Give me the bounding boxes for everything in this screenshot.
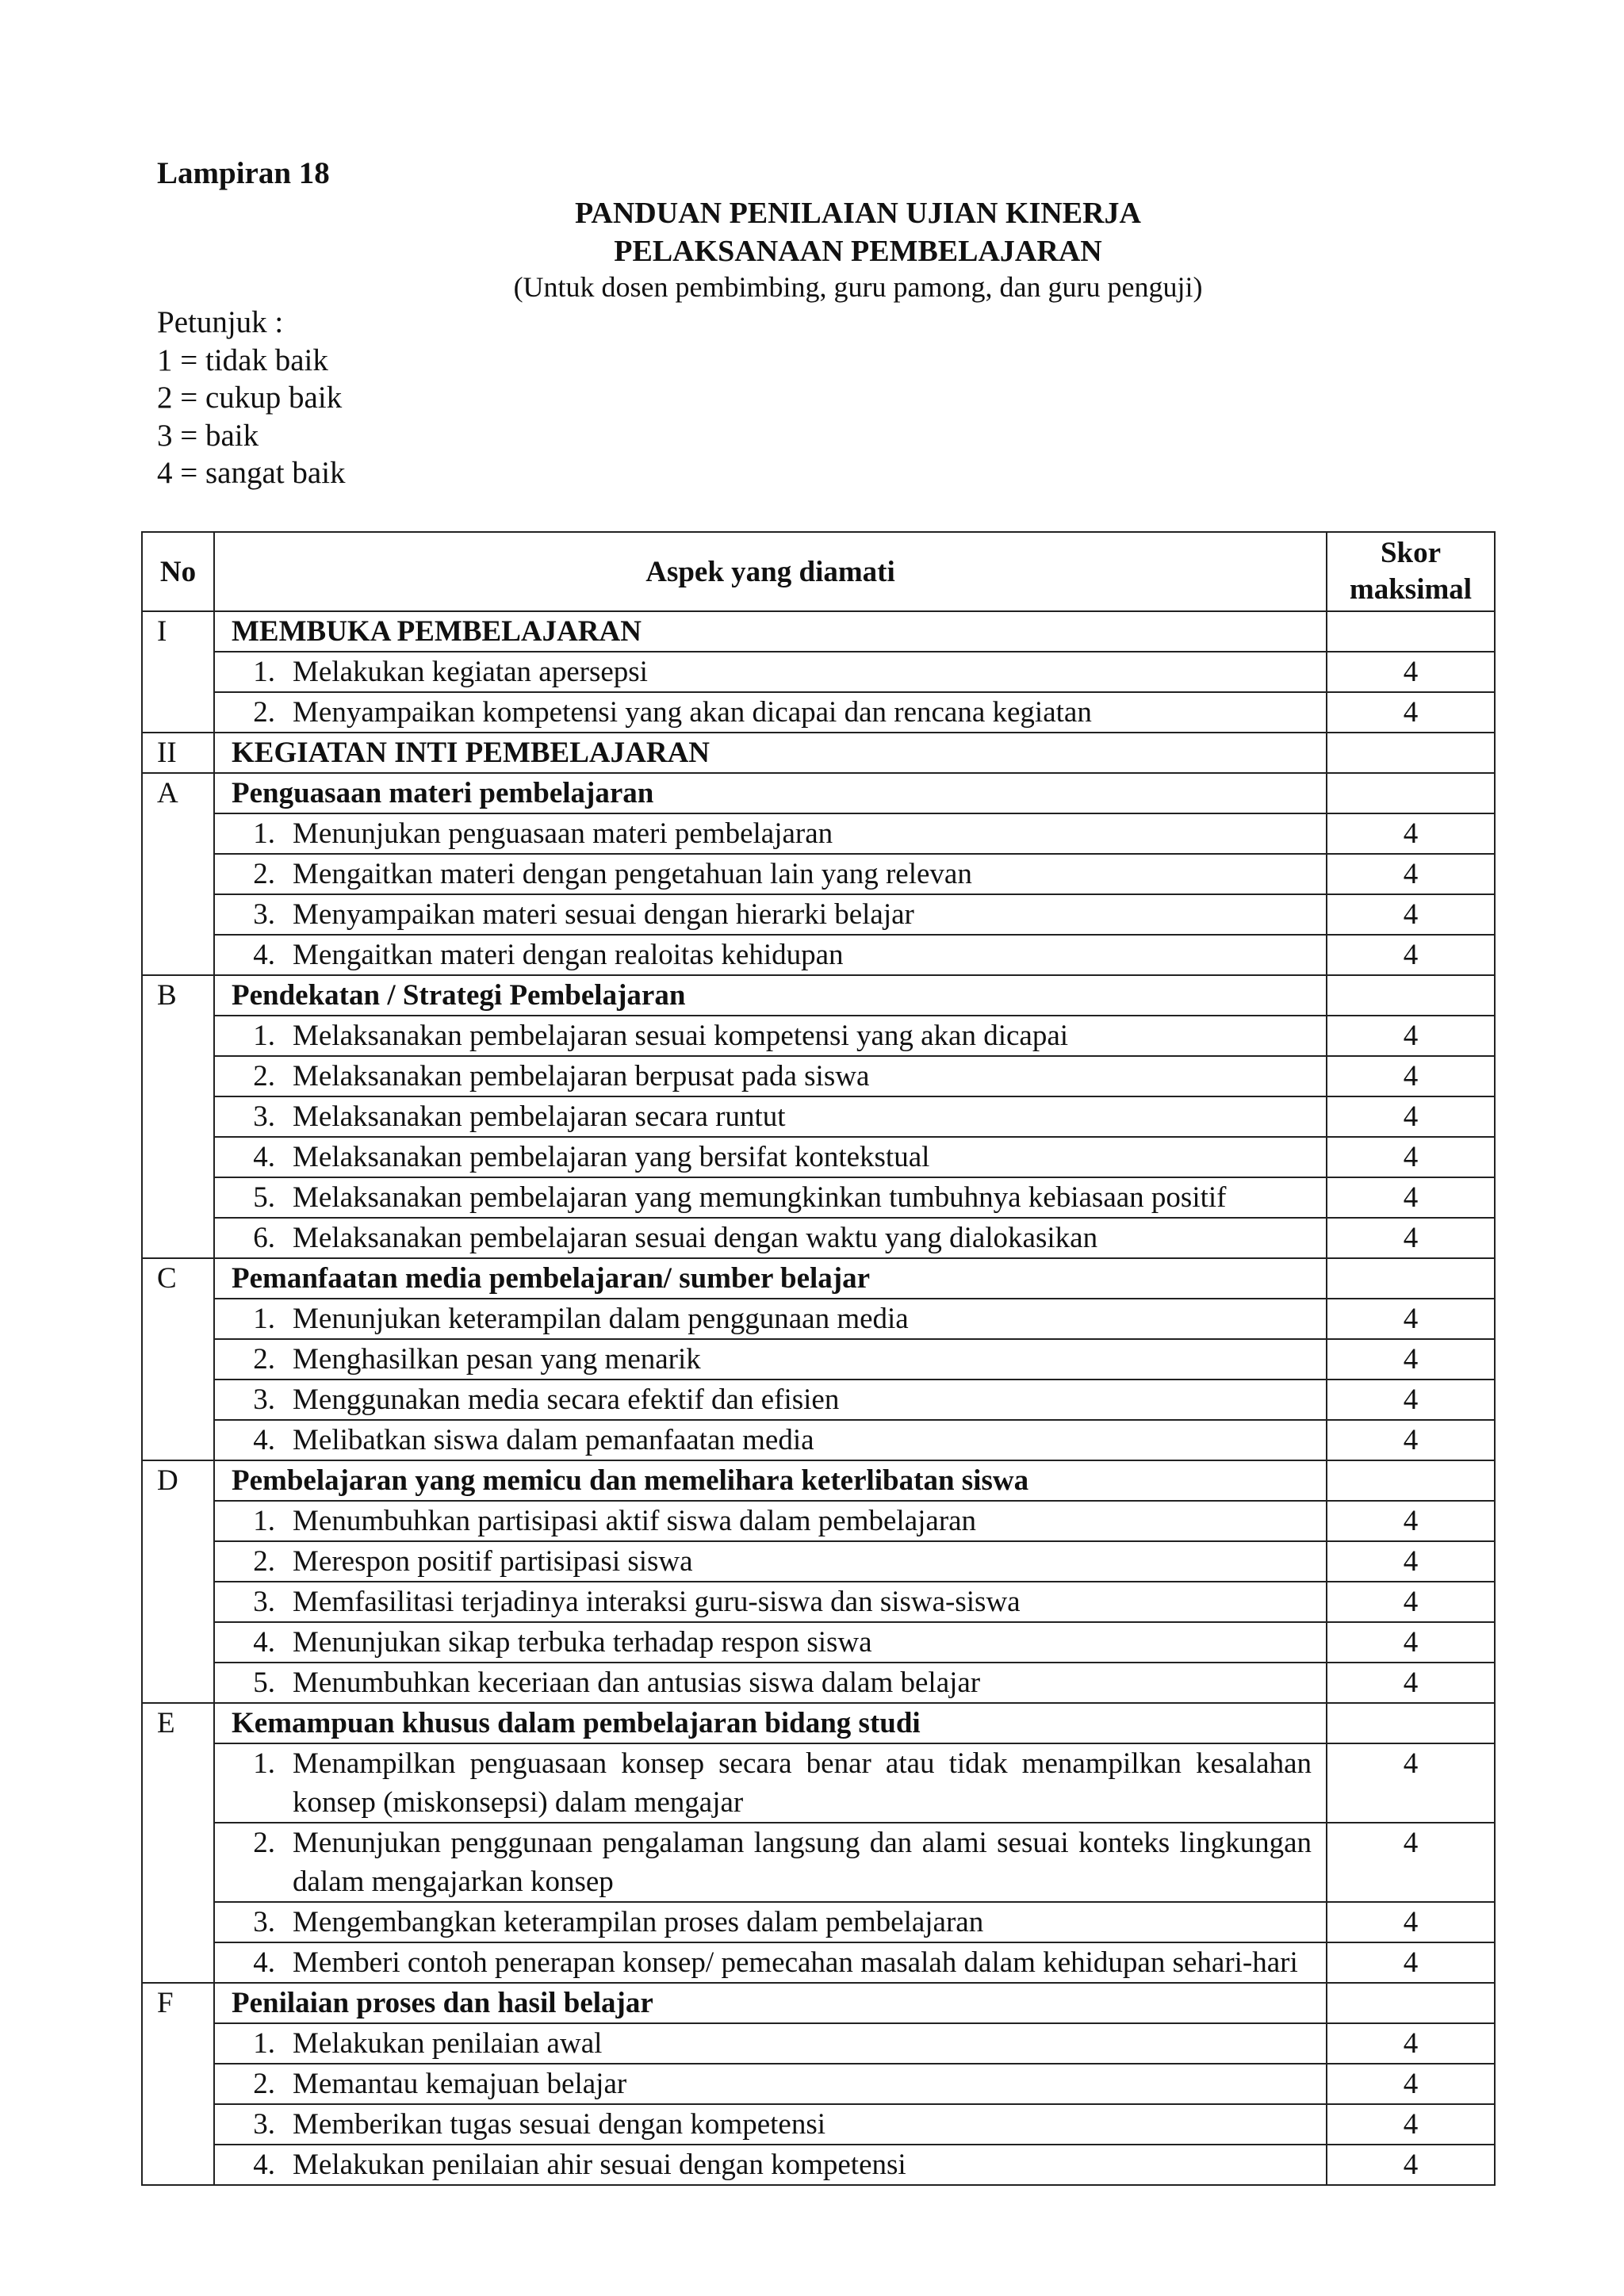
table-row xyxy=(142,1743,1495,1823)
max-score: 4 xyxy=(1327,2064,1495,2104)
item-text: Menghasilkan pesan yang menarik xyxy=(293,1343,701,1376)
aspect-cell xyxy=(214,1420,1327,1460)
section-title: KEGIATAN INTI PEMBELAJARAN xyxy=(214,733,1327,773)
section-row xyxy=(142,1703,1495,1743)
item-text: Memberi contoh penerapan konsep/ pemecahan masalah dalam kehidupan sehari-hari xyxy=(293,1946,1298,1979)
section-title: Pembelajaran yang memicu dan memelihara keterlibatan siswa xyxy=(214,1460,1327,1501)
section-title: Pemanfaatan media pembelajaran/ sumber belajar xyxy=(214,1258,1327,1299)
assessment-table xyxy=(141,531,1496,2186)
table-row xyxy=(142,1663,1495,1703)
aspect-item xyxy=(215,1421,1312,1460)
aspect-cell xyxy=(214,2064,1327,2104)
item-number: 1. xyxy=(253,817,275,850)
aspect-cell xyxy=(214,1541,1327,1582)
item-text: Menunjukan sikap terbuka terhadap respon siswa xyxy=(293,1626,872,1659)
max-score: 4 xyxy=(1327,2145,1495,2185)
section-row xyxy=(142,773,1495,813)
aspect-cell xyxy=(214,1823,1327,1902)
aspect-item xyxy=(215,1097,1312,1136)
aspect-item xyxy=(215,814,1312,853)
max-score: 4 xyxy=(1327,854,1495,894)
max-score: 4 xyxy=(1327,1541,1495,1582)
item-number: 1. xyxy=(253,1747,275,1780)
item-text: Menampilkan penguasaan konsep secara benar atau tidak menampilkan kesalahan konsep (miskonsepsi) dalam mengajar xyxy=(293,1747,1312,1819)
item-number: 1. xyxy=(253,656,275,688)
section-number: II xyxy=(142,733,214,773)
aspect-item xyxy=(215,1016,1312,1055)
section-score-empty xyxy=(1327,1258,1495,1299)
aspect-item xyxy=(215,1057,1312,1096)
table-row xyxy=(142,1096,1495,1137)
max-score: 4 xyxy=(1327,1942,1495,1983)
item-text: Menyampaikan kompetensi yang akan dicapai dan rencana kegiatan xyxy=(293,696,1092,729)
aspect-item xyxy=(215,895,1312,934)
scale-item: 2 = cukup baik xyxy=(157,381,343,415)
table-row xyxy=(142,2145,1495,2185)
aspect-cell xyxy=(214,854,1327,894)
item-number: 2. xyxy=(253,1545,275,1578)
item-text: Menumbuhkan keceriaan dan antusias siswa dalam belajar xyxy=(293,1667,981,1699)
aspect-cell xyxy=(214,894,1327,935)
item-text: Melaksanakan pembelajaran berpusat pada siswa xyxy=(293,1060,870,1093)
section-score-empty xyxy=(1327,1460,1495,1501)
item-text: Melaksanakan pembelajaran sesuai kompetensi yang akan dicapai xyxy=(293,1020,1069,1052)
max-score: 4 xyxy=(1327,894,1495,935)
aspect-item xyxy=(215,1178,1312,1217)
aspect-item xyxy=(215,2024,1312,2063)
aspect-item xyxy=(215,855,1312,894)
aspect-item xyxy=(215,1823,1312,1901)
aspect-cell xyxy=(214,1096,1327,1137)
aspect-cell xyxy=(214,935,1327,975)
table-row xyxy=(142,1339,1495,1380)
table-row xyxy=(142,1177,1495,1218)
section-title: Kemampuan khusus dalam pembelajaran bidang studi xyxy=(214,1703,1327,1743)
table-row xyxy=(142,1622,1495,1663)
item-number: 3. xyxy=(253,898,275,931)
section-number: B xyxy=(142,975,214,1258)
item-number: 4. xyxy=(253,1141,275,1173)
item-number: 1. xyxy=(253,1505,275,1537)
section-row xyxy=(142,975,1495,1016)
item-text: Melakukan penilaian awal xyxy=(293,2027,603,2060)
table-header-row xyxy=(142,532,1495,611)
aspect-item xyxy=(215,1502,1312,1540)
table-row xyxy=(142,1299,1495,1339)
item-number: 2. xyxy=(253,1343,275,1376)
section-score-empty xyxy=(1327,1983,1495,2023)
aspect-cell xyxy=(214,1663,1327,1703)
item-text: Melaksanakan pembelajaran secara runtut xyxy=(293,1100,786,1133)
section-number: F xyxy=(142,1983,214,2185)
aspect-cell xyxy=(214,1339,1327,1380)
item-number: 4. xyxy=(253,1424,275,1456)
max-score: 4 xyxy=(1327,652,1495,692)
aspect-item xyxy=(215,1138,1312,1177)
scale-item: 3 = baik xyxy=(157,418,259,453)
section-score-empty xyxy=(1327,1703,1495,1743)
item-text: Memberikan tugas sesuai dengan kompetensi xyxy=(293,2108,825,2141)
max-score: 4 xyxy=(1327,1137,1495,1177)
table-row xyxy=(142,1902,1495,1942)
aspect-item xyxy=(215,693,1312,732)
aspect-item xyxy=(215,1219,1312,1257)
max-score: 4 xyxy=(1327,1823,1495,1902)
section-row xyxy=(142,611,1495,652)
table-row xyxy=(142,692,1495,733)
table-row xyxy=(142,813,1495,854)
item-number: 4. xyxy=(253,1626,275,1659)
item-text: Mengembangkan keterampilan proses dalam pembelajaran xyxy=(293,1906,984,1938)
max-score: 4 xyxy=(1327,1016,1495,1056)
item-number: 3. xyxy=(253,1906,275,1938)
item-text: Melakukan penilaian ahir sesuai dengan kompetensi xyxy=(293,2149,906,2181)
item-text: Melibatkan siswa dalam pemanfaatan media xyxy=(293,1424,814,1456)
item-number: 2. xyxy=(253,858,275,890)
section-number: E xyxy=(142,1703,214,1983)
item-number: 3. xyxy=(253,1100,275,1133)
table-row xyxy=(142,1582,1495,1622)
max-score: 4 xyxy=(1327,1177,1495,1218)
header-score-line2: maksimal xyxy=(1349,573,1473,606)
table-row xyxy=(142,854,1495,894)
header-score-line1: Skor xyxy=(1380,537,1442,569)
item-number: 2. xyxy=(253,2068,275,2100)
item-text: Menumbuhkan partisipasi aktif siswa dalam pembelajaran xyxy=(293,1505,977,1537)
max-score: 4 xyxy=(1327,692,1495,733)
item-text: Menunjukan penguasaan materi pembelajaran xyxy=(293,817,833,850)
item-text: Melaksanakan pembelajaran sesuai dengan waktu yang dialokasikan xyxy=(293,1222,1098,1254)
section-number: A xyxy=(142,773,214,975)
item-number: 5. xyxy=(253,1181,275,1214)
item-number: 3. xyxy=(253,2108,275,2141)
aspect-cell xyxy=(214,1056,1327,1096)
max-score: 4 xyxy=(1327,1339,1495,1380)
item-text: Menggunakan media secara efektif dan efisien xyxy=(293,1383,840,1416)
item-number: 1. xyxy=(253,2027,275,2060)
section-title: Pendekatan / Strategi Pembelajaran xyxy=(214,975,1327,1016)
section-score-empty xyxy=(1327,611,1495,652)
aspect-cell xyxy=(214,813,1327,854)
aspect-cell xyxy=(214,1622,1327,1663)
max-score: 4 xyxy=(1327,1663,1495,1703)
aspect-item xyxy=(215,1623,1312,1662)
section-title: Penilaian proses dan hasil belajar xyxy=(214,1983,1327,2023)
max-score: 4 xyxy=(1327,935,1495,975)
section-row xyxy=(142,733,1495,773)
aspect-item xyxy=(215,2064,1312,2103)
aspect-cell xyxy=(214,1177,1327,1218)
table-row xyxy=(142,1501,1495,1541)
max-score: 4 xyxy=(1327,1299,1495,1339)
aspect-item xyxy=(215,1663,1312,1702)
aspect-item xyxy=(215,1943,1312,1982)
section-row xyxy=(142,1258,1495,1299)
aspect-cell xyxy=(214,2104,1327,2145)
aspect-cell xyxy=(214,1380,1327,1420)
section-number: I xyxy=(142,611,214,733)
header-no: No xyxy=(142,532,214,611)
appendix-label: Lampiran 18 xyxy=(157,156,330,190)
item-number: 6. xyxy=(253,1222,275,1254)
item-text: Menunjukan penggunaan pengalaman langsung dan alami sesuai konteks lingkungan dalam mengajarkan konsep xyxy=(293,1827,1312,1898)
table-row xyxy=(142,1137,1495,1177)
document-title-line1: PANDUAN PENILAIAN UJIAN KINERJA xyxy=(575,197,1141,230)
max-score: 4 xyxy=(1327,1622,1495,1663)
table-row xyxy=(142,1420,1495,1460)
table-row xyxy=(142,2064,1495,2104)
aspect-item xyxy=(215,936,1312,974)
instructions-legend xyxy=(157,304,346,492)
aspect-item xyxy=(215,1380,1312,1419)
item-text: Merespon positif partisipasi siswa xyxy=(293,1545,693,1578)
aspect-item xyxy=(215,1542,1312,1581)
aspect-cell xyxy=(214,1942,1327,1983)
table-row xyxy=(142,652,1495,692)
section-score-empty xyxy=(1327,975,1495,1016)
aspect-cell xyxy=(214,2145,1327,2185)
item-number: 3. xyxy=(253,1383,275,1416)
table-row xyxy=(142,1541,1495,1582)
item-number: 4. xyxy=(253,939,275,971)
max-score: 4 xyxy=(1327,1380,1495,1420)
aspect-cell xyxy=(214,1137,1327,1177)
item-text: Mengaitkan materi dengan realoitas kehidupan xyxy=(293,939,844,971)
section-row xyxy=(142,1983,1495,2023)
aspect-item xyxy=(215,2145,1312,2184)
max-score: 4 xyxy=(1327,1056,1495,1096)
aspect-cell xyxy=(214,1743,1327,1823)
aspect-item xyxy=(215,1903,1312,1942)
item-text: Mengaitkan materi dengan pengetahuan lain yang relevan xyxy=(293,858,972,890)
scale-item: 4 = sangat baik xyxy=(157,456,346,490)
max-score: 4 xyxy=(1327,1902,1495,1942)
item-number: 3. xyxy=(253,1586,275,1618)
section-number: D xyxy=(142,1460,214,1703)
table-row xyxy=(142,1380,1495,1420)
max-score: 4 xyxy=(1327,1501,1495,1541)
max-score: 4 xyxy=(1327,1218,1495,1258)
table-row xyxy=(142,894,1495,935)
aspect-cell xyxy=(214,1299,1327,1339)
aspect-item xyxy=(215,1340,1312,1379)
aspect-item xyxy=(215,1299,1312,1338)
aspect-cell xyxy=(214,652,1327,692)
item-text: Memfasilitasi terjadinya interaksi guru-siswa dan siswa-siswa xyxy=(293,1586,1021,1618)
table-row xyxy=(142,2023,1495,2064)
section-title: MEMBUKA PEMBELAJARAN xyxy=(214,611,1327,652)
header-score xyxy=(1327,532,1495,611)
max-score: 4 xyxy=(1327,813,1495,854)
instructions-heading: Petunjuk : xyxy=(157,305,284,339)
item-text: Memantau kemajuan belajar xyxy=(293,2068,627,2100)
item-number: 4. xyxy=(253,1946,275,1979)
item-number: 4. xyxy=(253,2149,275,2181)
aspect-cell xyxy=(214,692,1327,733)
section-number: C xyxy=(142,1258,214,1460)
table-row xyxy=(142,1218,1495,1258)
scale-item: 1 = tidak baik xyxy=(157,342,328,377)
max-score: 4 xyxy=(1327,2023,1495,2064)
item-number: 2. xyxy=(253,1060,275,1093)
max-score: 4 xyxy=(1327,1743,1495,1823)
item-number: 1. xyxy=(253,1303,275,1335)
aspect-item xyxy=(215,2105,1312,2144)
header-aspect: Aspek yang diamati xyxy=(214,532,1327,611)
table-row xyxy=(142,1056,1495,1096)
max-score: 4 xyxy=(1327,2104,1495,2145)
item-text: Menunjukan keterampilan dalam penggunaan media xyxy=(293,1303,909,1335)
aspect-cell xyxy=(214,1582,1327,1622)
table-row xyxy=(142,935,1495,975)
section-row xyxy=(142,1460,1495,1501)
item-number: 5. xyxy=(253,1667,275,1699)
document-title-line2: PELAKSANAAN PEMBELAJARAN xyxy=(614,235,1102,268)
aspect-item xyxy=(215,1744,1312,1822)
table-row xyxy=(142,1942,1495,1983)
aspect-item xyxy=(215,652,1312,691)
item-number: 1. xyxy=(253,1020,275,1052)
section-title: Penguasaan materi pembelajaran xyxy=(214,773,1327,813)
aspect-cell xyxy=(214,1902,1327,1942)
item-number: 2. xyxy=(253,1827,275,1859)
item-text: Melakukan kegiatan apersepsi xyxy=(293,656,648,688)
aspect-cell xyxy=(214,1218,1327,1258)
table-row xyxy=(142,2104,1495,2145)
max-score: 4 xyxy=(1327,1420,1495,1460)
section-score-empty xyxy=(1327,773,1495,813)
item-number: 2. xyxy=(253,696,275,729)
max-score: 4 xyxy=(1327,1096,1495,1137)
aspect-cell xyxy=(214,1501,1327,1541)
section-score-empty xyxy=(1327,733,1495,773)
aspect-cell xyxy=(214,2023,1327,2064)
item-text: Menyampaikan materi sesuai dengan hierarki belajar xyxy=(293,898,914,931)
aspect-cell xyxy=(214,1016,1327,1056)
item-text: Melaksanakan pembelajaran yang bersifat kontekstual xyxy=(293,1141,930,1173)
max-score: 4 xyxy=(1327,1582,1495,1622)
item-text: Melaksanakan pembelajaran yang memungkinkan tumbuhnya kebiasaan positif xyxy=(293,1181,1227,1214)
table-row xyxy=(142,1823,1495,1902)
document-subtitle: (Untuk dosen pembimbing, guru pamong, dan guru penguji) xyxy=(513,271,1203,303)
aspect-item xyxy=(215,1582,1312,1621)
table-row xyxy=(142,1016,1495,1056)
